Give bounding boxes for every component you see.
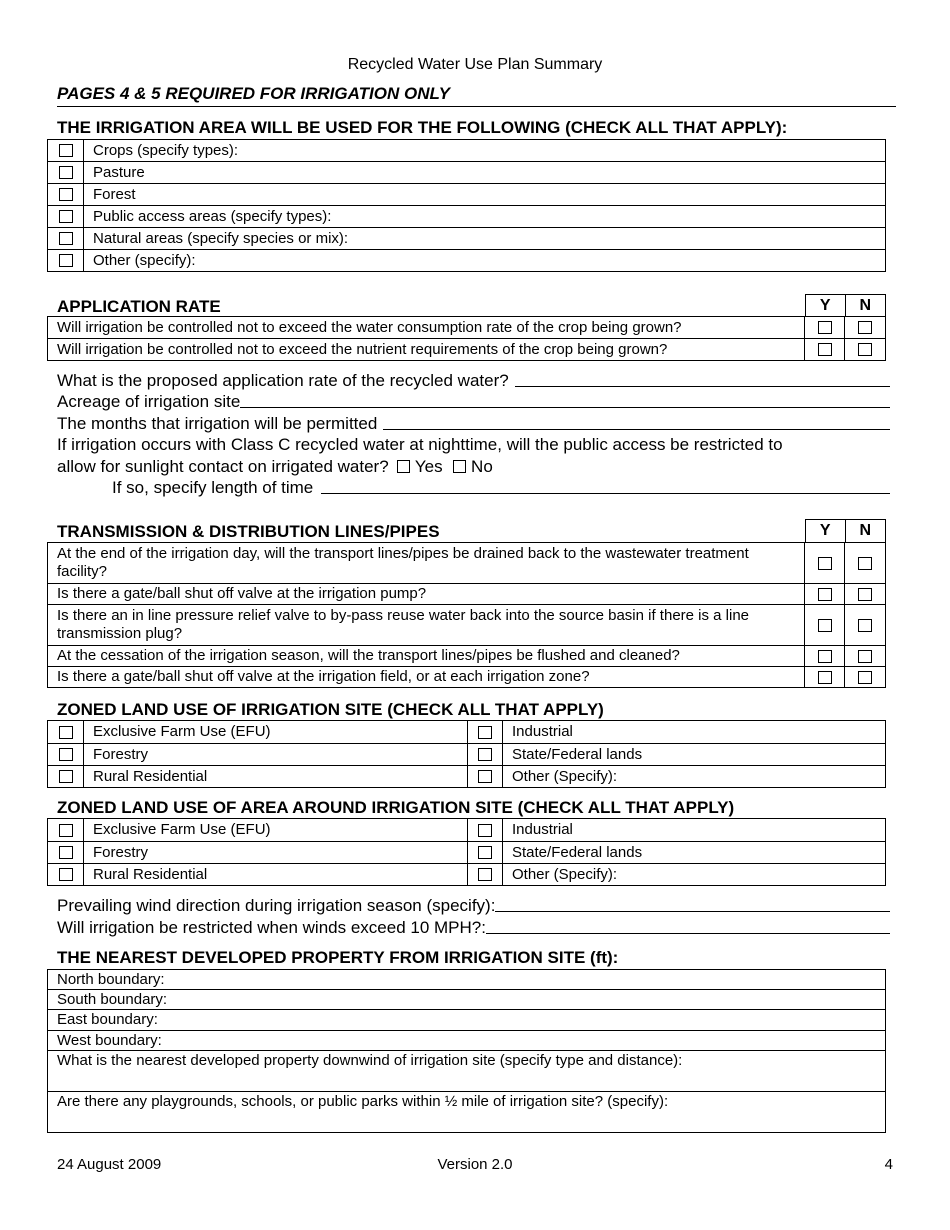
checkbox-pasture[interactable] (59, 166, 73, 179)
zoned-around-row (48, 842, 886, 864)
question-row (48, 667, 886, 688)
irrigation-use-label: Pasture (84, 162, 886, 184)
checkbox-industrial[interactable] (478, 824, 492, 837)
footer-version: Version 2.0 (437, 1156, 513, 1173)
boundary-row (48, 1010, 886, 1031)
checkbox-other[interactable] (59, 254, 73, 267)
checkbox-yes[interactable] (818, 619, 832, 632)
irrigation-use-row (48, 206, 886, 228)
east-boundary[interactable]: East boundary: (48, 1010, 886, 1031)
irrigation-use-row (48, 140, 886, 162)
irrigation-use-label: Natural areas (specify species or mix): (84, 228, 886, 250)
irrigation-use-label: Other (specify): (84, 250, 886, 272)
checkbox-forestry[interactable] (59, 846, 73, 859)
acreage-label: Acreage of irrigation site (57, 392, 241, 411)
no-column-header: N (845, 520, 886, 543)
zoned-around-table (47, 818, 886, 886)
question-row (48, 317, 886, 339)
yes-column-header: Y (806, 520, 846, 543)
zoned-site-table (47, 720, 886, 788)
no-column-header: N (845, 295, 886, 317)
nearest-property-table (47, 969, 886, 1133)
nearest-property-heading: THE NEAREST DEVELOPED PROPERTY FROM IRRIGATION SITE (ft): (57, 948, 619, 967)
zone-label: Rural Residential (84, 766, 468, 788)
irrigation-use-label: Forest (84, 184, 886, 206)
checkbox-yes[interactable] (397, 460, 410, 473)
wind-direction-field (57, 895, 890, 916)
acreage-field (57, 391, 890, 412)
irrigation-use-table (47, 139, 886, 272)
checkbox-no[interactable] (453, 460, 466, 473)
question-text: Is there an in line pressure relief valve to by-pass reuse water back into the source basin if there is a line transmission plug? (48, 605, 805, 646)
checkbox-other[interactable] (478, 770, 492, 783)
irrigation-use-row (48, 228, 886, 250)
zone-label: Other (Specify): (503, 766, 886, 788)
proposed-rate-field (57, 370, 890, 391)
zone-label: Other (Specify): (503, 864, 886, 886)
checkbox-no[interactable] (858, 619, 872, 632)
west-boundary[interactable]: West boundary: (48, 1031, 886, 1051)
question-text: Will irrigation be controlled not to exceed the nutrient requirements of the crop being grown? (48, 339, 805, 361)
zoned-around-row (48, 864, 886, 886)
application-rate-heading: APPLICATION RATE (57, 297, 221, 316)
checkbox-rural-residential[interactable] (59, 868, 73, 881)
checkbox-state-federal[interactable] (478, 748, 492, 761)
zone-label: State/Federal lands (503, 842, 886, 864)
downwind-property-field[interactable]: What is the nearest developed property downwind of irrigation site (specify type and distance): (48, 1051, 886, 1092)
transmission-table (47, 542, 886, 688)
irrigation-use-label: Public access areas (specify types): (84, 206, 886, 228)
wind-restricted-field (57, 917, 890, 938)
acreage-input[interactable] (240, 391, 890, 408)
footer-date: 24 August 2009 (57, 1156, 162, 1173)
checkbox-forest[interactable] (59, 188, 73, 201)
question-text: Will irrigation be controlled not to exceed the water consumption rate of the crop being grown? (48, 317, 805, 339)
question-row (48, 584, 886, 605)
zoned-site-row (48, 766, 886, 788)
class-c-question: If irrigation occurs with Class C recycled water at nighttime, will the public access be restricted to (57, 435, 783, 454)
south-boundary[interactable]: South boundary: (48, 990, 886, 1010)
checkbox-no[interactable] (858, 588, 872, 601)
checkbox-natural-areas[interactable] (59, 232, 73, 245)
pages-required-note: PAGES 4 & 5 REQUIRED FOR IRRIGATION ONLY (57, 84, 450, 103)
checkbox-no[interactable] (858, 557, 872, 570)
yes-column-header: Y (806, 295, 846, 317)
question-row (48, 339, 886, 361)
checkbox-yes[interactable] (818, 650, 832, 663)
question-row (48, 605, 886, 646)
checkbox-rural-residential[interactable] (59, 770, 73, 783)
checkbox-efu[interactable] (59, 824, 73, 837)
checkbox-no[interactable] (858, 650, 872, 663)
transmission-heading: TRANSMISSION & DISTRIBUTION LINES/PIPES (57, 522, 440, 541)
checkbox-public-access[interactable] (59, 210, 73, 223)
zoned-site-heading: ZONED LAND USE OF IRRIGATION SITE (CHECK ALL THAT APPLY) (57, 700, 604, 719)
checkbox-forestry[interactable] (59, 748, 73, 761)
length-of-time-label: If so, specify length of time (112, 478, 314, 497)
boundary-row (48, 970, 886, 990)
length-of-time-field (112, 477, 890, 498)
checkbox-yes[interactable] (818, 343, 832, 356)
checkbox-other[interactable] (478, 868, 492, 881)
question-text: Is there a gate/ball shut off valve at the irrigation pump? (48, 584, 805, 605)
checkbox-yes[interactable] (818, 588, 832, 601)
document-title: Recycled Water Use Plan Summary (347, 56, 603, 73)
question-row (48, 646, 886, 667)
proposed-rate-label: What is the proposed application rate of the recycled water? (57, 371, 509, 390)
checkbox-yes[interactable] (818, 671, 832, 684)
playgrounds-row (48, 1092, 886, 1133)
zone-label: Exclusive Farm Use (EFU) (84, 721, 468, 744)
yes-label: Yes (414, 457, 443, 476)
question-text: At the end of the irrigation day, will the transport lines/pipes be drained back to the wastewater treatment facility? (48, 543, 805, 584)
length-of-time-input[interactable] (321, 477, 890, 494)
proposed-rate-input[interactable] (515, 370, 890, 387)
zone-label: State/Federal lands (503, 744, 886, 766)
irrigation-use-row (48, 184, 886, 206)
downwind-row (48, 1051, 886, 1092)
application-rate-table (47, 316, 886, 361)
transmission-yn-header (805, 519, 886, 543)
checkbox-yes[interactable] (818, 557, 832, 570)
irrigation-use-label: Crops (specify types): (84, 140, 886, 162)
zone-label: Exclusive Farm Use (EFU) (84, 819, 468, 842)
zoned-site-row (48, 721, 886, 744)
class-c-question-cont (57, 456, 493, 477)
irrigation-use-heading: THE IRRIGATION AREA WILL BE USED FOR THE FOLLOWING (CHECK ALL THAT APPLY): (57, 118, 788, 137)
question-text: Is there a gate/ball shut off valve at the irrigation field, or at each irrigation zone? (48, 667, 805, 688)
wind-restricted-label: Will irrigation be restricted when winds exceed 10 MPH?: (57, 918, 486, 937)
checkbox-no[interactable] (858, 321, 872, 334)
irrigation-use-row (48, 162, 886, 184)
checkbox-state-federal[interactable] (478, 846, 492, 859)
no-label: No (471, 457, 493, 476)
zoned-around-row (48, 819, 886, 842)
wind-direction-input[interactable] (495, 895, 890, 912)
checkbox-efu[interactable] (59, 726, 73, 739)
zone-label: Forestry (84, 744, 468, 766)
checkbox-no[interactable] (858, 671, 872, 684)
zone-label: Industrial (503, 721, 886, 744)
months-label: The months that irrigation will be permitted (57, 414, 378, 433)
wind-restricted-input[interactable] (486, 917, 890, 934)
question-row (48, 543, 886, 584)
footer-page-number: 4 (884, 1156, 893, 1173)
zone-label: Forestry (84, 842, 468, 864)
checkbox-no[interactable] (858, 343, 872, 356)
checkbox-crops[interactable] (59, 144, 73, 157)
months-input[interactable] (383, 413, 890, 430)
boundary-row (48, 990, 886, 1010)
header-divider (57, 106, 896, 107)
checkbox-industrial[interactable] (478, 726, 492, 739)
irrigation-use-row (48, 250, 886, 272)
application-rate-yn-header (805, 294, 886, 317)
zoned-site-row (48, 744, 886, 766)
zone-label: Rural Residential (84, 864, 468, 886)
question-text: At the cessation of the irrigation season, will the transport lines/pipes be flushed and cleaned? (48, 646, 805, 667)
playgrounds-field[interactable]: Are there any playgrounds, schools, or public parks within ½ mile of irrigation site? (specify): (48, 1092, 886, 1133)
north-boundary[interactable]: North boundary: (48, 970, 886, 990)
boundary-row (48, 1031, 886, 1051)
zone-label: Industrial (503, 819, 886, 842)
wind-direction-label: Prevailing wind direction during irrigation season (specify): (57, 896, 496, 915)
months-field (57, 413, 890, 434)
class-c-question-line2: allow for sunlight contact on irrigated water? (57, 457, 389, 476)
zoned-around-heading: ZONED LAND USE OF AREA AROUND IRRIGATION SITE (CHECK ALL THAT APPLY) (57, 798, 735, 817)
checkbox-yes[interactable] (818, 321, 832, 334)
